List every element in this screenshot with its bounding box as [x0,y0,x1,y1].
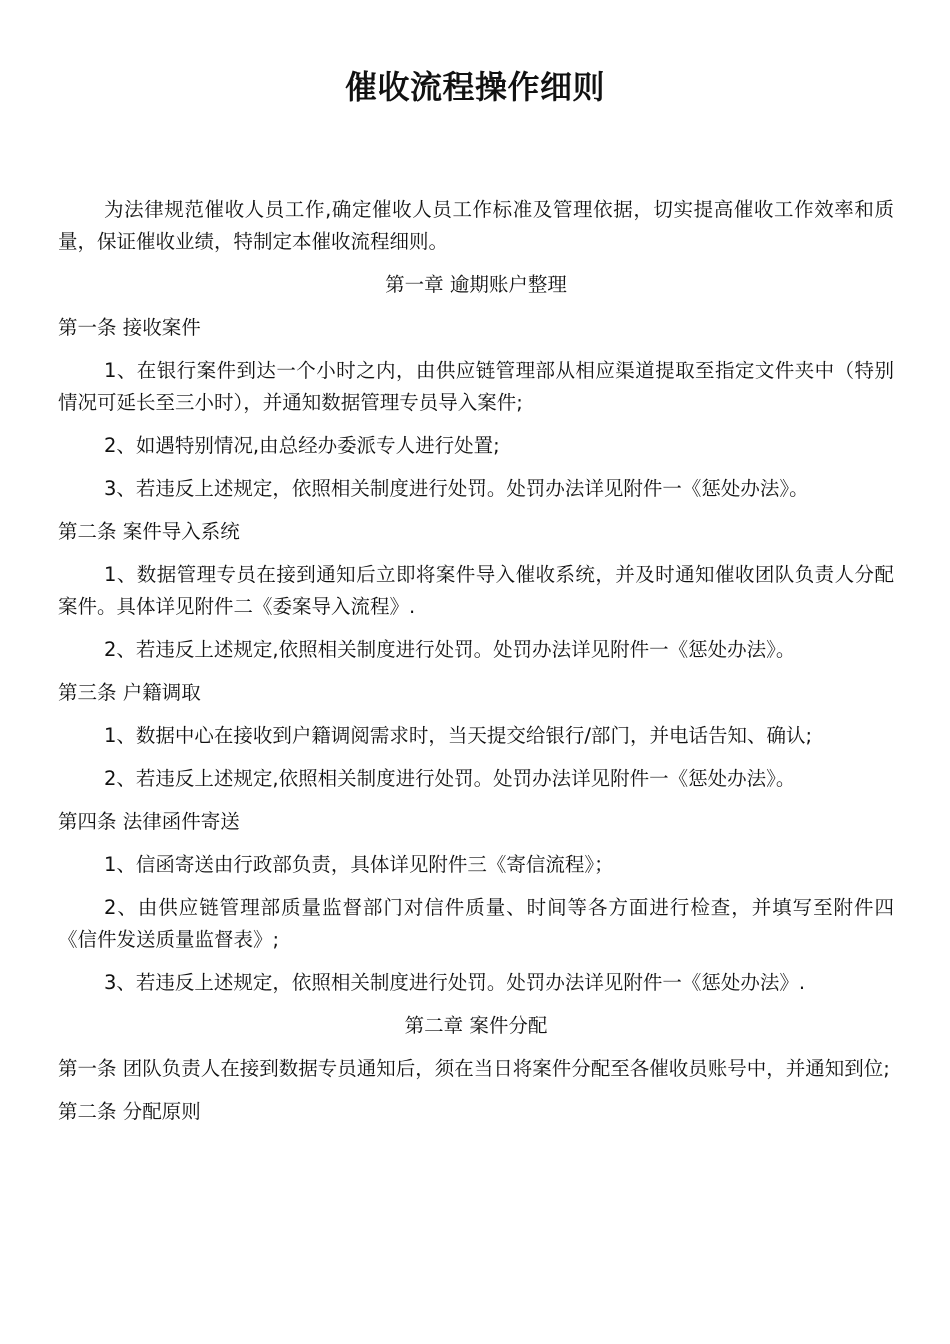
article-1-item-3: 3、若违反上述规定，依照相关制度进行处罚。处罚办法详见附件一《惩处办法》。 [104,477,809,500]
intro-paragraph: 为法律规范催收人员工作,确定催收人员工作标准及管理依据，切实提高催收工作效率和质量，保证催收业绩，特制定本催收流程细则。 [58,198,894,253]
chapter-1-article-3-heading: 第三条 户籍调取 [58,681,201,704]
chapter-1-article-2-heading: 第二条 案件导入系统 [58,520,240,543]
article-1-item-1: 1、在银行案件到达一个小时之内，由供应链管理部从相应渠道提取至指定文件夹中（特别情况可延长至三小时），并通知数据管理专员导入案件; [58,359,894,414]
article-4-item-2: 2、由供应链管理部质量监督部门对信件质量、时间等各方面进行检查，并填写至附件四《信件发送质量监督表》; [58,896,894,951]
article-2-item-2: 2、若违反上述规定,依照相关制度进行处罚。处罚办法详见附件一《惩处办法》。 [104,638,796,661]
document-body [58,194,894,1139]
document-title: 催收流程操作细则 [344,68,605,106]
chapter-2-article-2-heading: 第二条 分配原则 [58,1100,201,1123]
chapter-2-heading: 第二章 案件分配 [404,1014,548,1037]
article-2-item-1: 1、数据管理专员在接到通知后立即将案件导入催收系统，并及时通知催收团队负责人分配案件。具体详见附件二《委案导入流程》. [58,563,894,618]
article-1-item-2: 2、如遇特别情况,由总经办委派专人进行处置; [104,434,500,457]
chapter-1-article-4-heading: 第四条 法律函件寄送 [58,810,240,833]
article-4-item-3: 3、若违反上述规定，依照相关制度进行处罚。处罚办法详见附件一《惩处办法》. [104,971,806,994]
article-3-item-1: 1、数据中心在接收到户籍调阅需求时，当天提交给银行/部门，并电话告知、确认; [104,724,813,747]
article-3-item-2: 2、若违反上述规定,依照相关制度进行处罚。处罚办法详见附件一《惩处办法》。 [104,767,796,790]
chapter-2-article-1: 第一条 团队负责人在接到数据专员通知后，须在当日将案件分配至各催收员账号中，并通知到位; [58,1057,890,1080]
chapter-1-heading: 第一章 逾期账户整理 [385,273,567,296]
article-4-item-1: 1、信函寄送由行政部负责，具体详见附件三《寄信流程》； [104,853,614,876]
chapter-1-article-1-heading: 第一条 接收案件 [58,316,201,339]
